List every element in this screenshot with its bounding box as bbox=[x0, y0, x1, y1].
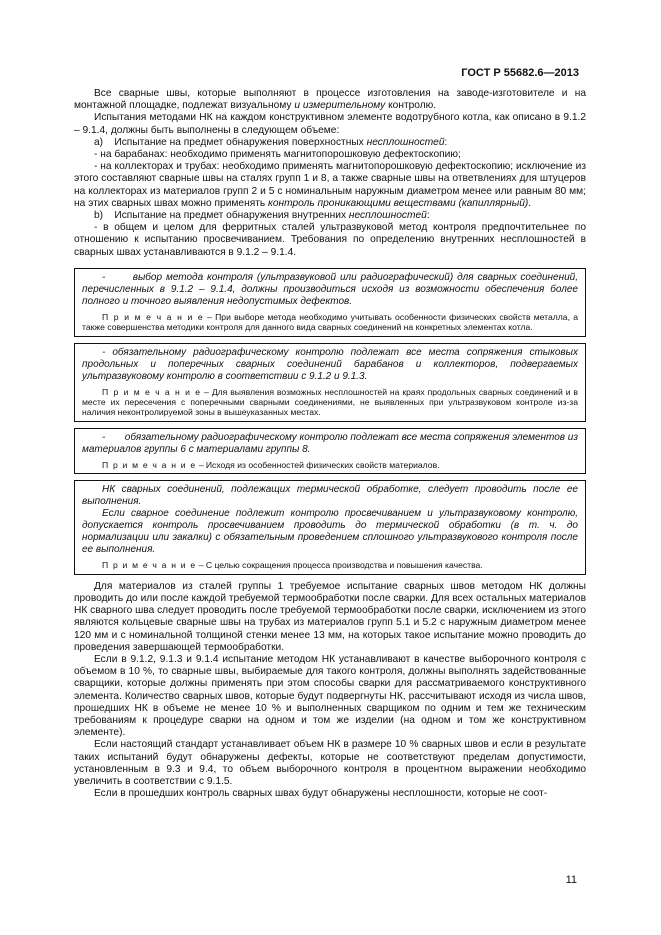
amendment-note: П р и м е ч а н и е – Для выявления возможных несплошностей на краях продольных сварных соединений и в месте их пересечения с поперечными сварными соединениями, не выявленных при ультразвуковом контроле из-за наличия неконтролируемой зоны в вышеуказанных местах. bbox=[82, 386, 578, 418]
amendment-note: П р и м е ч а н и е – При выборе метода необходимо учитывать особенности физических свойств металла, а также совершенства методики контроля для данного вида сварных соединений на конкретных элементах котла. bbox=[82, 311, 578, 333]
amendment-box-heat-treatment bbox=[74, 480, 586, 574]
page-number: 11 bbox=[565, 874, 577, 886]
list-item-collectors: - на коллекторах и трубах: необходимо применять магнитопорошковую дефектоскопию; исключение из этого составляют сварные швы на сталях групп 1 и 8, а также сварные швы на ответвлениях для штуцеров на коллекторах из материалов групп 2 и 5 с номинальным наружным диаметром менее или равным 80 мм; на этих сварных швах можно применять контроль проникающими веществами (капиллярный). bbox=[74, 161, 586, 209]
amendment-text: - обязательному радиографическому контролю подлежат все места сопряжения стыковых продольных и поперечных сварных соединений барабанов и коллекторов, подвергаемых ультразвуковому контролю в соответствии с 9.1.2 и 9.1.3. bbox=[82, 346, 578, 382]
paragraph-visual-control: Все сварные швы, которые выполняют в процессе изготовления на заводе-изготовителе и на монтажной площадке, подлежат визуальному и измерительному контролю. bbox=[74, 88, 586, 112]
list-item-b-internal: b) Испытание на предмет обнаружения внутренних несплошностей: bbox=[94, 210, 430, 222]
amendment-box-radiographic-joints bbox=[74, 343, 586, 422]
amendment-text: - обязательному радиографическому контролю подлежат все места сопряжения элементов из материалов группы 6 с материалами группы 8. bbox=[82, 431, 578, 455]
amendment-text-2: Если сварное соединение подлежит контролю просвечиванием и ультразвуковому контролю, допускается контроль просвечиванием проводить до термической обработки (в т. ч. до нормализации или закалки) с обязательным проведением сплошного ультразвукового контроля после ее выполнения. bbox=[82, 508, 578, 556]
paragraph-discontinuities: Если в прошедших контроль сварных швах будут обнаружены несплошности, которые не соот- bbox=[94, 788, 548, 800]
amendment-note: П р и м е ч а н и е – С целью сокращения процесса производства и повышения качества. bbox=[102, 560, 483, 571]
amendment-text: НК сварных соединений, подлежащих термической обработке, следует проводить после ее выполнения. bbox=[82, 484, 578, 508]
amendment-note: П р и м е ч а н и е – Исходя из особенностей физических свойств материалов. bbox=[102, 459, 440, 470]
document-id-header: ГОСТ Р 55682.6—2013 bbox=[461, 67, 579, 79]
list-item-ferritic: - в общем и целом для ферритных сталей ультразвуковой метод контроля предпочтительнее по отношению к испытанию просвечиванием. Требования по определению внутренних несплошностей в сварных швах устанавливаются в 9.1.2 – 9.1.4. bbox=[74, 222, 586, 258]
amendment-box-group6-group8 bbox=[74, 428, 586, 474]
paragraph-sampling-10-percent: Если в 9.1.2, 9.1.3 и 9.1.4 испытание методом НК устанавливают в качестве выборочного контроля с объемом в 10 %, то сварные швы, выбираемые для такого контроля, должны выполнять задействованные сварщики, которые должны применять при этом способы сварки для рассматриваемого конструктивного элемента. Количество сварных швов, которые будут подвергнуты НК, рассчитывают исходя из числа швов, прошедших НК в объеме не менее 10 % и выполненных сварщиком по одним и тем же техническим требованиям к процедуре сварки на одном и том же изделии (на одном и том же конструктивном элементе). bbox=[74, 653, 586, 739]
list-item-drums: - на барабанах: необходимо применять магнитопорошковую дефектоскопию; bbox=[94, 149, 461, 161]
paragraph-group1-steels: Для материалов из сталей группы 1 требуемое испытание сварных швов методом НК должны проводить до или после каждой требуемой термообработки после сварки. Для всех остальных материалов НК сварного шва следует проводить после требуемой термообработки после сварки, исключением из этого являются кольцевые сварные швы на трубах из материалов групп 5.1 и 5.2 с наружным диаметром менее 120 мм и с номинальной толщиной стенки менее 13 мм, на которых такое испытание можно проводить до проведения завершающей термообработки. bbox=[74, 580, 586, 653]
list-item-a-surface: a) Испытание на предмет обнаружения поверхностных несплошностей: bbox=[94, 136, 448, 148]
paragraph-ndt-scope: Испытания методами НК на каждом конструктивном элементе водотрубного котла, как описано в 9.1.2 – 9.1.4, должны быть выполнены в следующем объеме: bbox=[74, 112, 586, 136]
paragraph-defects-found: Если настоящий стандарт устанавливает объем НК в размере 10 % сварных швов и если в результате таких испытаний будут обнаружены дефекты, которые не соответствуют пределам допустимости, установленным в 9.3 и 9.4, то объем выборочного контроля в процентном выражении необходимо увеличить в соответствии с 9.1.5. bbox=[74, 739, 586, 787]
page-body bbox=[74, 88, 586, 800]
amendment-box-method-choice bbox=[74, 268, 586, 337]
amendment-text: - выбор метода контроля (ультразвуковой или радиографический) для сварных соединений, перечисленных в 9.1.2 – 9.1.4, должны производиться исходя из возможности обеспечения более полного и точного выявления недопустимых дефектов. bbox=[82, 271, 578, 307]
